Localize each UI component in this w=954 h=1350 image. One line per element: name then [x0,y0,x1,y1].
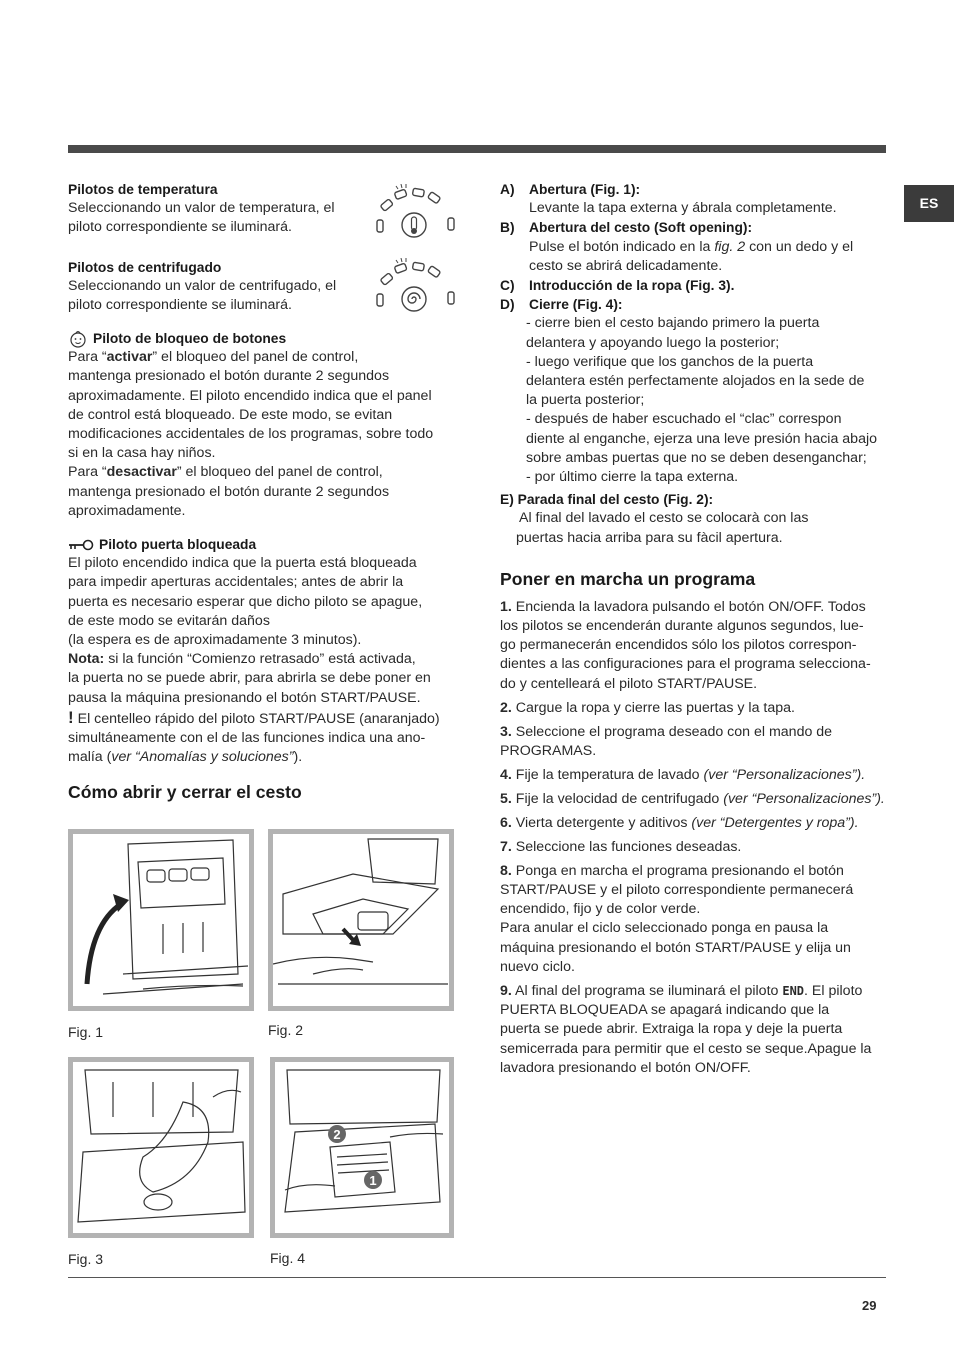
program-step-8: 8. Ponga en marcha el programa presionando el botón START/PAUSE y el piloto correspondiente permanecerá encendido, fijo y de color verde. Para anular el ciclo seleccionado ponga en pausa la máquina presionando el botón START/PAUSE y elija un nuevo ciclo. [500,862,854,975]
program-step-7: 7. Seleccione las funciones deseadas. [500,838,742,855]
button-lock-line: aproximadamente. [68,502,186,519]
temperature-lights-text-2: piloto correspondiente se iluminará. [68,219,292,236]
button-lock-line: mantenga presionado el botón durante 2 segundos [68,368,390,385]
end-indicator-label: END [782,983,805,998]
temperature-lights-section [68,180,335,238]
door-lock-line: El piloto encendido indica que la puerta está bloqueada [68,555,417,572]
button-lock-line: modificaciones accidentales de los programas, sobre todo [68,426,434,443]
step-b: B) Abertura del cesto (Soft opening): Pulse el botón indicado en la fig. 2 con un dedo y el cesto se abrirá delicadamente. [500,220,854,274]
fig4-illustration [275,1062,449,1233]
door-lock-note: la puerta no se puede abrir, para abrirla se debe poner en [68,670,431,687]
step-a: A) Abertura (Fig. 1): Levante la tapa externa y ábrala completamente. [500,182,837,217]
button-lock-line: Para “activar” el bloqueo del panel de control, [68,349,359,366]
spin-dial-icon [374,258,458,322]
program-step-2: 2. Cargue la ropa y cierre las puertas y la tapa. [500,699,795,716]
button-lock-line: si en la casa hay niños. [68,445,216,462]
fig3-illustration [73,1062,249,1233]
temperature-dial-icon [374,184,458,248]
svg-text:2: 2 [333,1127,341,1142]
fig2-illustration [273,834,449,1006]
page-number: 29 [862,1298,877,1313]
door-lock-line: de este modo se evitarán daños [68,612,270,629]
footer-rule [68,1277,886,1278]
button-lock-line: Para “desactivar” el bloqueo del panel de control, [68,464,383,481]
header-rule [68,145,886,153]
program-step-4: 4. Fije la temperatura de lavado (ver “Personalizaciones”). [500,766,866,783]
program-step-1: 1. Encienda la lavadora pulsando el botón ON/OFF. Todos los pilotos se encenderán durante algunos segundos, lue- go permanecerán encendidos sólo los pilotos correspon- dientes a las configuraciones para el programa selecciona- do y centelleará el piloto START/PAUSE. [500,598,871,692]
warning-icon: ! [68,707,74,727]
button-lock-title: Piloto de bloqueo de botones [93,331,287,346]
open-close-basket-title: Cómo abrir y cerrar el cesto [68,782,302,802]
button-lock-line: de control está bloqueado. De este modo, se evitan [68,406,393,423]
door-lock-note: Nota: si la función “Comienzo retrasado” está activada, [68,651,416,668]
step-d: D) Cierre (Fig. 4): - cierre bien el cesto bajando primero la puerta delantera y apoyando luego la posterior; - luego verifique que los ganchos de la puerta delantera estén perfectamente alojados en la sede de la puerta posterior; - después de haber escuchado el “clac” correspon diente al enganche, ejerza una leve presión hacia abajo sobre ambas puertas que no se deben desenganchar; - por último cierre la tapa externa. [500,297,878,486]
door-lock-title: Piloto puerta bloqueada [99,537,257,552]
door-lock-warning: ! El centelleo rápido del piloto START/PAUSE (anaranjado) [68,707,440,727]
spin-lights-text-2: piloto correspondiente se iluminará. [68,297,292,314]
step-c: C) Introducción de la ropa (Fig. 3). [500,278,735,294]
figure-4 [270,1057,454,1238]
button-lock-line: aproximadamente. El piloto encendido indica que el panel [68,387,432,404]
spin-lights-text-1: Seleccionando un valor de centrifugado, el [68,278,337,295]
door-lock-section [68,535,458,767]
figure-3 [68,1057,254,1238]
child-lock-icon [68,330,88,348]
spin-lights-section [68,258,336,316]
fig1-illustration [73,834,249,1006]
svg-text:1: 1 [369,1173,377,1188]
door-lock-warning: simultáneamente con el de las funciones indica una ano- [68,730,426,747]
door-lock-warning: malía (ver “Anomalías y soluciones”). [68,749,303,766]
figure-1 [68,829,254,1011]
program-step-6: 6. Vierta detergente y aditivos (ver “Detergentes y ropa”). [500,814,859,831]
button-lock-section [68,329,458,521]
right-column [500,180,890,1083]
spin-lights-title: Pilotos de centrifugado [68,260,222,275]
figure-2-caption: Fig. 2 [268,1022,304,1038]
program-step-9: 9. Al final del programa se iluminará el piloto END. El piloto PUERTA BLOQUEADA se apagará indicando que la puerta se puede abrir. Extraiga la ropa y deje la puerta semicerrada para permitir que el cesto se seque.Apague la lavadora presionando el botón ON/OFF. [500,982,872,1076]
temperature-lights-title: Pilotos de temperatura [68,182,218,197]
button-lock-line: mantenga presionado el botón durante 2 segundos [68,483,390,500]
door-lock-line: para impedir aperturas accidentales; antes de abrir la [68,574,404,591]
figure-1-caption: Fig. 1 [68,1024,104,1040]
program-step-3: 3. Seleccione el programa deseado con el mando de PROGRAMAS. [500,723,833,759]
figure-4-caption: Fig. 4 [270,1250,306,1266]
door-lock-line: (la espera es de aproximadamente 3 minutos). [68,632,362,649]
door-lock-line: puerta es necesario esperar que dicho piloto se apague, [68,593,423,610]
start-program-title: Poner en marcha un programa [500,568,756,589]
key-icon [68,539,94,551]
language-tab: ES [904,185,954,222]
figure-3-caption: Fig. 3 [68,1251,104,1267]
temperature-lights-text-1: Seleccionando un valor de temperatura, el [68,200,335,217]
figure-2 [268,829,454,1011]
program-step-5: 5. Fije la velocidad de centrifugado (ver “Personalizaciones”). [500,790,885,807]
step-e: E) Parada final del cesto (Fig. 2): Al final del lavado el cesto se colocarà con las puertas hacia arriba para su fàcil apertura. [500,492,809,546]
door-lock-note: pausa la máquina presionando el botón START/PAUSE. [68,689,421,706]
